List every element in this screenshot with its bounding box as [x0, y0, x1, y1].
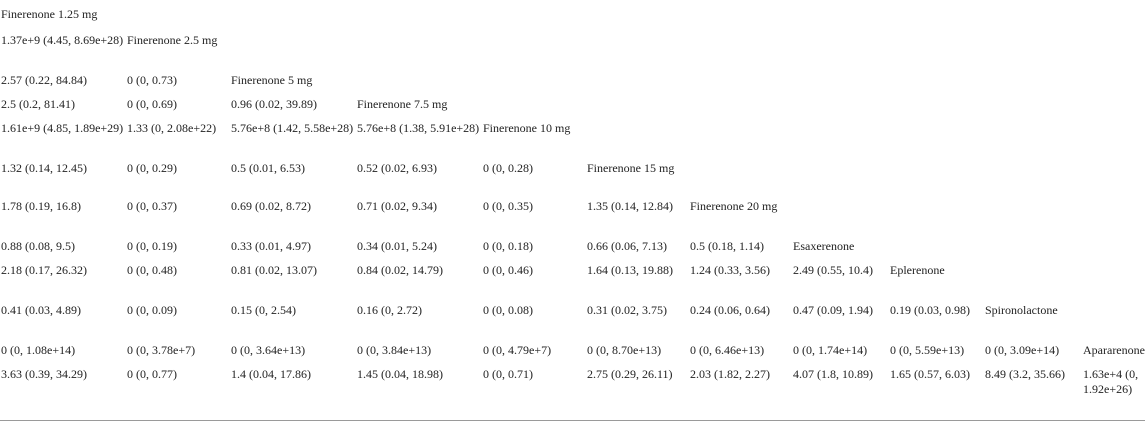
comparison-cell: 5.76e+8 (1.38, 5.91e+28)	[357, 121, 480, 135]
empty-cell	[984, 158, 1082, 196]
comparison-cell: 2.18 (0.17, 26.32)	[1, 263, 87, 277]
comparison-cell: 0 (0, 3.84e+13)	[357, 343, 432, 357]
comparison-cell: 0.15 (0, 2.54)	[231, 303, 296, 317]
comparison-cell: 0.5 (0.18, 1.14)	[690, 239, 764, 253]
treatment-label: Finerenone 20 mg	[690, 199, 778, 213]
empty-cell	[984, 196, 1082, 236]
empty-cell	[984, 118, 1082, 158]
table-row	[0, 158, 1145, 196]
empty-cell	[889, 94, 984, 118]
comparison-cell: 0 (0, 0.48)	[127, 263, 177, 277]
treatment-label: Esaxerenone	[793, 239, 855, 253]
comparison-cell: 3.63 (0.39, 34.29)	[1, 367, 87, 381]
comparison-cell: 1.35 (0.14, 12.84)	[587, 199, 673, 213]
empty-cell	[1082, 118, 1145, 158]
empty-cell	[1082, 4, 1145, 30]
comparison-cell: 1.24 (0.33, 3.56)	[690, 263, 770, 277]
empty-cell	[984, 94, 1082, 118]
empty-cell	[689, 94, 792, 118]
table-row	[0, 260, 1145, 300]
empty-cell	[126, 4, 230, 30]
comparison-cell: 0.96 (0.02, 39.89)	[231, 97, 317, 111]
comparison-cell: 1.45 (0.04, 18.98)	[357, 367, 443, 381]
comparison-cell: 2.75 (0.29, 26.11)	[587, 367, 673, 381]
empty-cell	[1082, 196, 1145, 236]
empty-cell	[482, 94, 586, 118]
comparison-cell: 0 (0, 0.73)	[127, 73, 177, 87]
treatment-label: Finerenone 1.25 mg	[1, 7, 98, 21]
comparison-cell: 1.78 (0.19, 16.8)	[1, 199, 81, 213]
empty-cell	[889, 4, 984, 30]
empty-cell	[889, 236, 984, 260]
empty-cell	[792, 196, 889, 236]
treatment-label: Finerenone 2.5 mg	[127, 33, 218, 47]
comparison-cell: 0 (0, 0.29)	[127, 161, 177, 175]
empty-cell	[1082, 300, 1145, 340]
table-row	[0, 236, 1145, 260]
comparison-cell: 0.19 (0.03, 0.98)	[890, 303, 970, 317]
empty-cell	[586, 118, 689, 158]
comparison-cell: 0.24 (0.06, 0.64)	[690, 303, 770, 317]
comparison-cell: 0.33 (0.01, 4.97)	[231, 239, 311, 253]
table-row	[0, 94, 1145, 118]
empty-cell	[689, 30, 792, 70]
comparison-cell: 1.64 (0.13, 19.88)	[587, 263, 673, 277]
treatment-label: Finerenone 15 mg	[587, 161, 675, 175]
table-row	[0, 118, 1145, 158]
comparison-cell: 2.5 (0.2, 81.41)	[1, 97, 75, 111]
comparison-cell: 0 (0, 0.77)	[127, 367, 177, 381]
comparison-cell: 0 (0, 0.09)	[127, 303, 177, 317]
empty-cell	[889, 118, 984, 158]
comparison-cell: 0 (0, 0.46)	[483, 263, 533, 277]
comparison-cell: 0.71 (0.02, 9.34)	[357, 199, 437, 213]
comparison-cell: 0.41 (0.03, 4.89)	[1, 303, 81, 317]
comparison-cell: 1.4 (0.04, 17.86)	[231, 367, 311, 381]
empty-cell	[889, 30, 984, 70]
empty-cell	[792, 30, 889, 70]
empty-cell	[984, 4, 1082, 30]
table-row	[0, 70, 1145, 94]
comparison-cell: 0 (0, 0.18)	[483, 239, 533, 253]
empty-cell	[792, 158, 889, 196]
treatment-label: Finerenone 10 mg	[483, 121, 571, 135]
empty-cell	[586, 4, 689, 30]
comparison-cell: 1.32 (0.14, 12.45)	[1, 161, 87, 175]
treatment-label: 1.63e+4 (0, 1.92e+26)	[1083, 367, 1139, 396]
comparison-cell: 0 (0, 0.28)	[483, 161, 533, 175]
empty-cell	[586, 30, 689, 70]
comparison-cell: 0 (0, 0.37)	[127, 199, 177, 213]
empty-cell	[889, 196, 984, 236]
comparison-cell: 0 (0, 0.71)	[483, 367, 533, 381]
empty-cell	[1082, 236, 1145, 260]
empty-cell	[689, 158, 792, 196]
table-row	[0, 340, 1145, 364]
empty-cell	[230, 30, 356, 70]
comparison-cell: 0.31 (0.02, 3.75)	[587, 303, 667, 317]
comparison-cell: 4.07 (1.8, 10.89)	[793, 367, 873, 381]
table-row	[0, 364, 1145, 404]
empty-cell	[482, 30, 586, 70]
empty-cell	[482, 70, 586, 94]
empty-cell	[984, 236, 1082, 260]
treatment-label: Eplerenone	[890, 263, 945, 277]
empty-cell	[984, 70, 1082, 94]
comparison-cell: 0 (0, 0.35)	[483, 199, 533, 213]
comparison-cell: 0 (0, 6.46e+13)	[690, 343, 765, 357]
empty-cell	[889, 70, 984, 94]
empty-cell	[689, 118, 792, 158]
comparison-cell: 0.66 (0.06, 7.13)	[587, 239, 667, 253]
empty-cell	[792, 94, 889, 118]
comparison-cell: 0 (0, 0.19)	[127, 239, 177, 253]
league-table	[0, 4, 1145, 404]
empty-cell	[356, 4, 482, 30]
empty-cell	[792, 4, 889, 30]
empty-cell	[586, 94, 689, 118]
comparison-cell: 0 (0, 5.59e+13)	[890, 343, 965, 357]
empty-cell	[984, 260, 1082, 300]
empty-cell	[689, 70, 792, 94]
empty-cell	[984, 30, 1082, 70]
empty-cell	[1082, 70, 1145, 94]
empty-cell	[1082, 158, 1145, 196]
comparison-cell: 0.47 (0.09, 1.94)	[793, 303, 873, 317]
comparison-cell: 0 (0, 0.08)	[483, 303, 533, 317]
empty-cell	[230, 4, 356, 30]
comparison-cell: 0.84 (0.02, 14.79)	[357, 263, 443, 277]
comparison-cell: 0 (0, 3.09e+14)	[985, 343, 1060, 357]
comparison-cell: 0 (0, 1.08e+14)	[1, 343, 76, 357]
comparison-cell: 0.88 (0.08, 9.5)	[1, 239, 75, 253]
comparison-cell: 0.34 (0.01, 5.24)	[357, 239, 437, 253]
treatment-label: Finerenone 5 mg	[231, 73, 313, 87]
empty-cell	[356, 30, 482, 70]
comparison-cell: 0.69 (0.02, 8.72)	[231, 199, 311, 213]
comparison-cell: 0 (0, 3.78e+7)	[127, 343, 196, 357]
treatment-label: Spironolactone	[985, 303, 1058, 317]
comparison-cell: 2.49 (0.55, 10.4)	[793, 263, 873, 277]
comparison-cell: 1.33 (0, 2.08e+22)	[127, 121, 217, 135]
empty-cell	[792, 70, 889, 94]
comparison-cell: 0 (0, 1.74e+14)	[793, 343, 868, 357]
comparison-cell: 0.16 (0, 2.72)	[357, 303, 422, 317]
comparison-cell: 0 (0, 0.69)	[127, 97, 177, 111]
comparison-cell: 0.5 (0.01, 6.53)	[231, 161, 305, 175]
table-row	[0, 4, 1145, 30]
table-bottom-rule	[0, 420, 1145, 421]
empty-cell	[356, 70, 482, 94]
empty-cell	[889, 158, 984, 196]
comparison-cell: 1.61e+9 (4.85, 1.89e+29)	[1, 121, 124, 135]
comparison-cell: 0 (0, 4.79e+7)	[483, 343, 552, 357]
comparison-cell: 0.52 (0.02, 6.93)	[357, 161, 437, 175]
comparison-cell: 0.81 (0.02, 13.07)	[231, 263, 317, 277]
comparison-cell: 8.49 (3.2, 35.66)	[985, 367, 1065, 381]
table-row	[0, 300, 1145, 340]
empty-cell	[586, 70, 689, 94]
comparison-cell: 1.37e+9 (4.45, 8.69e+28)	[1, 33, 124, 47]
treatment-label: Finerenone 7.5 mg	[357, 97, 448, 111]
comparison-cell: 1.65 (0.57, 6.03)	[890, 367, 970, 381]
comparison-cell: 0 (0, 8.70e+13)	[587, 343, 662, 357]
table-row	[0, 30, 1145, 70]
empty-cell	[792, 118, 889, 158]
comparison-cell: 5.76e+8 (1.42, 5.58e+28)	[231, 121, 354, 135]
empty-cell	[689, 4, 792, 30]
treatment-label: Apararenone	[1083, 343, 1145, 357]
empty-cell	[1082, 94, 1145, 118]
empty-cell	[482, 4, 586, 30]
comparison-cell: 2.57 (0.22, 84.84)	[1, 73, 87, 87]
comparison-cell: 0 (0, 3.64e+13)	[231, 343, 306, 357]
table-row	[0, 196, 1145, 236]
empty-cell	[1082, 30, 1145, 70]
comparison-cell: 2.03 (1.82, 2.27)	[690, 367, 770, 381]
empty-cell	[1082, 260, 1145, 300]
